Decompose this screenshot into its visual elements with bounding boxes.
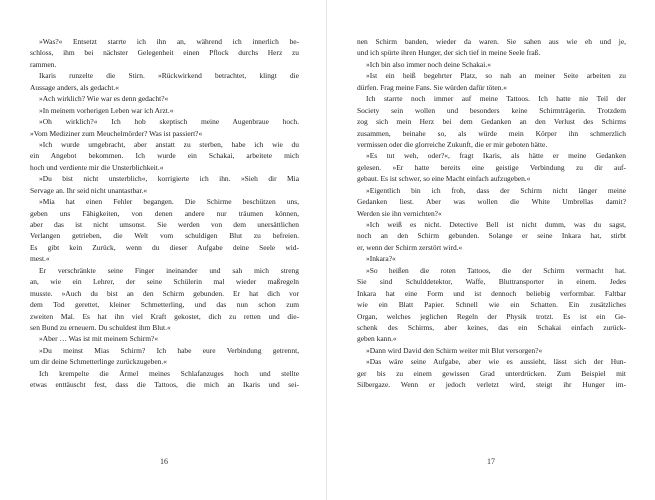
text-line: Silbergaze. Wenn er jedoch verletzt wird, steigt ihr Hunger im- xyxy=(357,380,626,390)
text-line: Servage an. Ihr seid nicht unantastbar.« xyxy=(30,185,148,195)
left-page-body xyxy=(30,36,299,391)
text-line: vermissen oder die glorreiche Zukunft, die er mir geboten hätte. xyxy=(357,139,548,149)
text-line: »Ich weiß es nicht. Detective Bell ist nicht dumm, was du sagst, xyxy=(366,220,626,229)
text-line: »Du bist nicht unsterblich«, korrigierte ich ihn. »Sieh dir Mia xyxy=(39,174,299,184)
text-line: Er verschränkte seine Finger ineinander und sah mich streng xyxy=(39,265,299,275)
text-line: »In meinem vorherigen Leben war ich Arzt.« xyxy=(39,105,174,115)
text-line: gelesen. »Er hatte bereits eine geistige Verbindung zu dir auf- xyxy=(357,162,626,172)
left-page-number: 16 xyxy=(160,457,168,466)
text-line: »Aber … Was ist mit meinem Schirm?« xyxy=(39,334,159,344)
text-line: sen Bund zu erneuern. Du schuldest ihm Blut.« xyxy=(30,322,171,332)
text-line: Ich starrte noch immer auf meine Tattoos. Ich hatte nie Teil der xyxy=(366,94,626,104)
text-line: rammen. xyxy=(30,59,57,69)
text-line: ger bis zu einem gewissen Grad unterdrücken. Zum Beispiel mit xyxy=(357,368,626,378)
text-line: aber das ist nicht umsonst. Sie werden von dem unersättlichen xyxy=(30,220,299,229)
text-line: Organ, welches jeglichen Regeln der Physik trotzt. Es ist ein Ge- xyxy=(357,311,626,321)
text-line: Es gibt kein Zurück, wenn du dieser Aufgabe deine Seele wid- xyxy=(30,242,299,252)
text-line: »Ich wurde umgebracht, aber anstatt zu sterben, habe ich wie du xyxy=(39,139,299,149)
text-line: Werden sie ihn vernichten?« xyxy=(357,208,442,218)
text-line: noch an den Schirm gebunden. Solange er seine Inkara hat, stirbt xyxy=(357,231,626,241)
text-line: wie ein Blatt Papier. Schnell wie ein Schatten. Ein zusätzliches xyxy=(357,300,626,310)
text-line: »So heißen die roten Tattoos, die der Schirm vermacht hat. xyxy=(366,265,626,275)
text-line: »Vom Mediziner zum Meuchelmörder? Was ist passiert?« xyxy=(30,128,203,138)
text-line: um dir deine Schmetterlinge zurückzugeben.« xyxy=(30,357,167,367)
text-line: etwas enttäuscht fest, dass die Tattoos, die mich an Ikaris und sei- xyxy=(30,380,299,390)
text-line: »Eigentlich bin ich froh, dass der Schirm nicht länger meine xyxy=(366,185,626,195)
text-line: zweiten Mal. Es hat ihn viel Kraft gekostet, dich zu retten und die- xyxy=(30,311,299,321)
text-line: zusammen, beinahe so, als würde mein Körper ihn schmerzlich xyxy=(357,128,626,138)
text-line: »Dann wird David den Schirm weiter mit Blut versorgen?« xyxy=(366,345,543,355)
text-line: »Was?« Entsetzt starrte ich ihn an, während ich innerlich be- xyxy=(39,37,299,46)
right-page-body xyxy=(357,36,626,391)
text-line: »Mia hat einen Fehler begangen. Die Schirme beschützen uns, xyxy=(39,197,299,207)
text-line: »Ach wirklich? Wie war es denn gedacht?« xyxy=(39,94,169,104)
text-line: »Ich bin also immer noch deine Schakai.« xyxy=(366,59,491,69)
text-line: Aussage anders, als gedacht.« xyxy=(30,82,120,92)
text-line: dem Tod gerettet, kleiner Schmetterling, und das nun schon zum xyxy=(30,300,299,310)
text-line: »Oh wirklich?« Ich hob skeptisch meine Augenbraue hoch. xyxy=(39,117,299,127)
text-line: Society sein wollen und besonders keine Schirmträgerin. Trotzdem xyxy=(357,105,626,115)
text-line: »Du meinst Mias Schirm? Ich habe eure Verbindung getrennt, xyxy=(39,345,299,355)
text-line: an, wie ein Lehrer, der seine Schülerin mal wieder maßregeln xyxy=(30,277,299,287)
left-page xyxy=(0,0,327,500)
right-page xyxy=(327,0,655,500)
text-line: geben kann.« xyxy=(357,334,397,344)
text-line: zog sich mein Herz bei dem Gedanken an den Verlust des Schirms xyxy=(357,117,626,127)
text-line: Ikaris runzelte die Stirn. »Rückwirkend betrachtet, klingt die xyxy=(39,71,299,81)
text-line: hoch und verdiente mir die Unsterblichkeit.« xyxy=(30,162,164,172)
text-line: Ich krempelte die Ärmel meines Schlafanzuges hoch und stellte xyxy=(39,368,299,378)
text-line: er, wenn der Schirm zerstört wird.« xyxy=(357,242,463,252)
text-line: Verlangen getrieben, die Welt vom schuldigen Blut zu befreien. xyxy=(30,231,299,241)
text-line: musste. »Auch du bist an den Schirm gebunden. Er hat dich vor xyxy=(30,288,299,298)
text-line: »Ist ein heiß begehrter Platz, so nah an meiner Seite arbeiten zu xyxy=(366,71,626,81)
text-line: Inkara hat eine Form und ist dennoch beliebig verformbar. Faltbar xyxy=(357,288,626,298)
text-line: mest.« xyxy=(30,254,50,264)
text-line: »Das wäre seine Aufgabe, aber wie es aussieht, lässt sich der Hun- xyxy=(366,357,626,367)
text-line: geben uns Fähigkeiten, von denen andere nur träumen können, xyxy=(30,208,299,218)
text-line: »Inkara?« xyxy=(366,254,396,264)
text-line: ein Angebot bekommen. Ich wurde ein Schakai, arbeitete mich xyxy=(30,151,299,161)
text-line: Gedanken liest. Aber was wollen die White Umbrellas damit? xyxy=(357,197,626,207)
text-line: Sie sind Schulddetektor, Waffe, Bluttransporter in einem. Jedes xyxy=(357,277,626,287)
text-line: schenk des Schirms, aber keines, das ein Schakai einfach zurück- xyxy=(357,322,626,332)
text-line: dürfen. Frag meine Fans. Sie würden dafür töten.« xyxy=(357,82,507,92)
text-line: nen Schirm banden, wieder da waren. Sie sahen aus wie eh und je, xyxy=(357,37,626,46)
text-line: gebaut. Es ist schwer, so eine Macht einfach aufzugeben.« xyxy=(357,174,531,184)
text-line: schloss, ihm bei nächster Gelegenheit einen Pflock durchs Herz zu xyxy=(30,48,299,58)
right-page-number: 17 xyxy=(487,457,495,466)
text-line: und ich spürte ihren Hunger, der sich tief in meine Seele fraß. xyxy=(357,48,541,58)
text-line: »Es tut weh, oder?«, fragt Ikaris, als hätte er meine Gedanken xyxy=(366,151,626,161)
